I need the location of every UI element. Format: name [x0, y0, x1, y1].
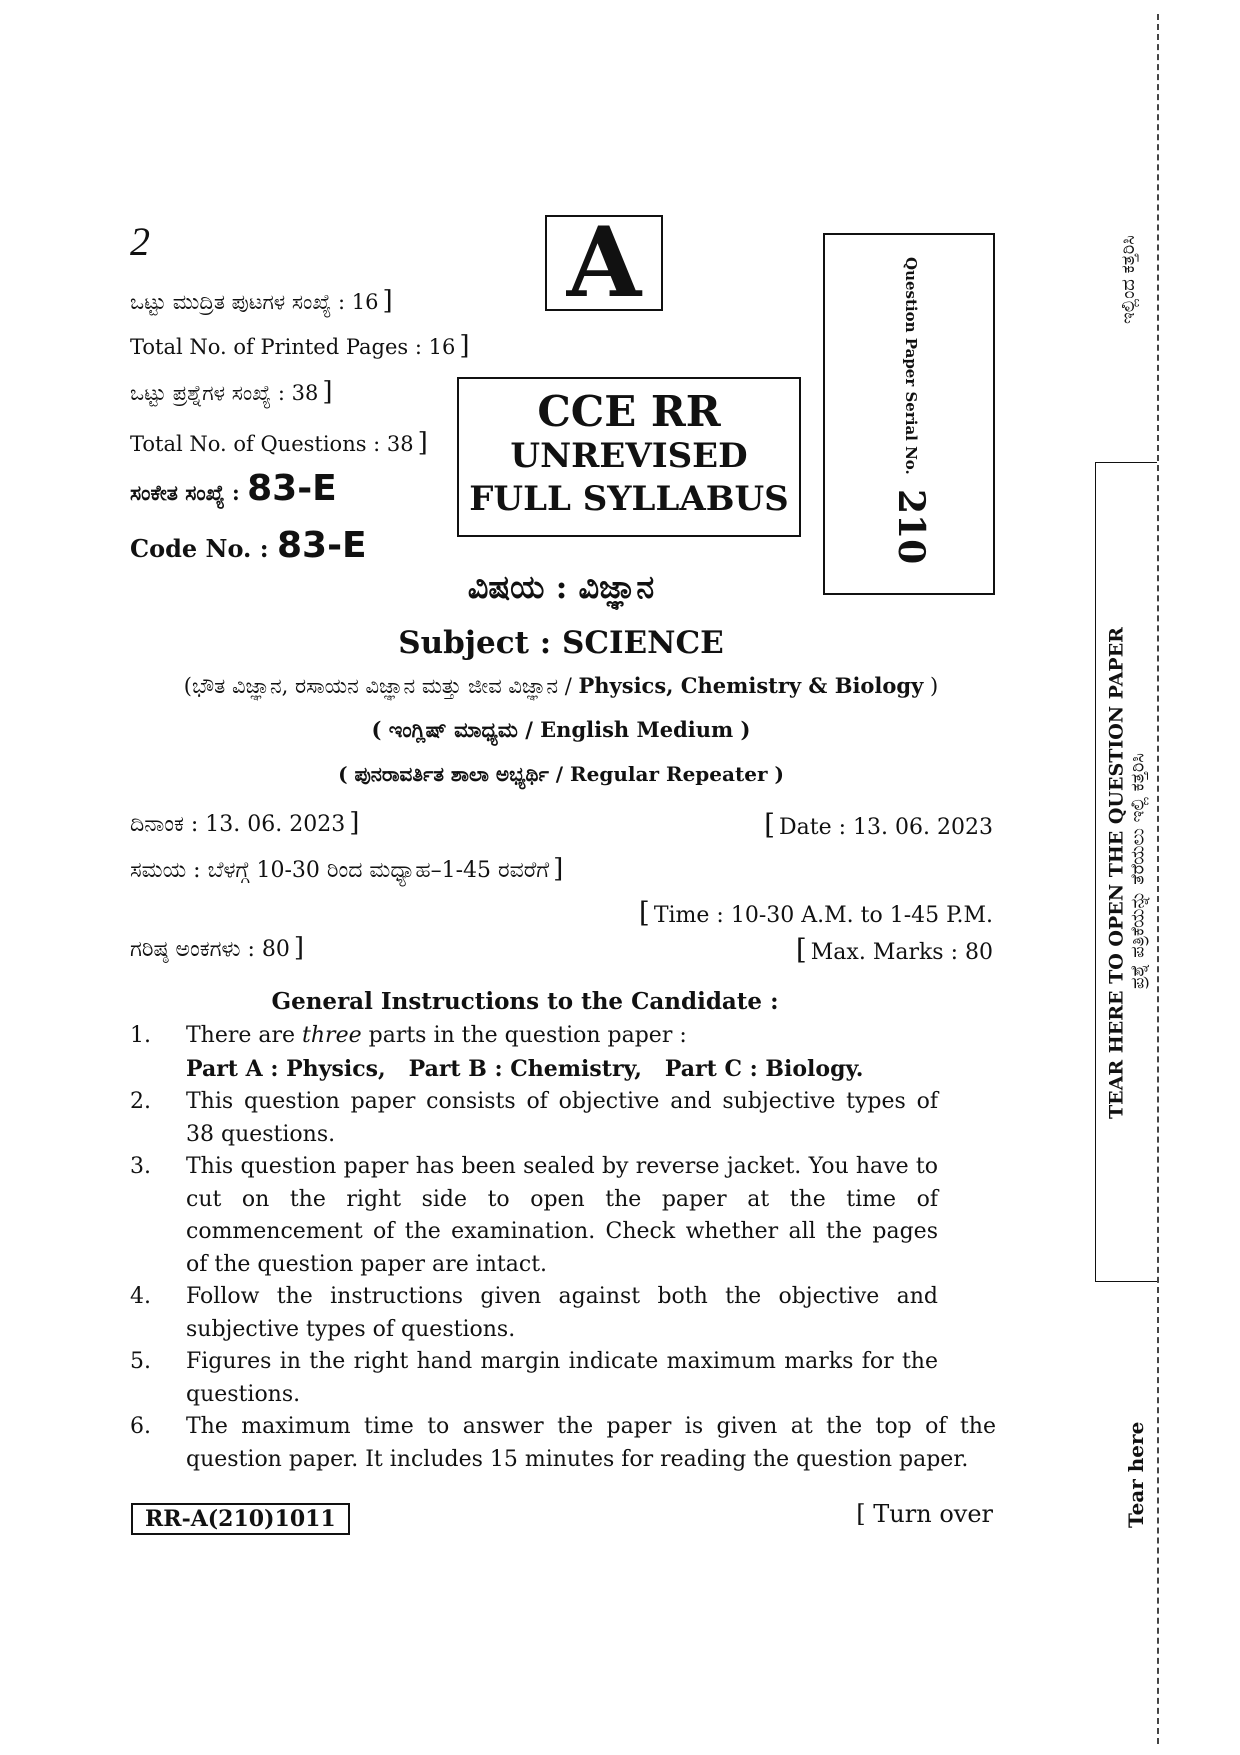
- kn-code-label: ಸಂಕೇತ ಸಂಖ್ಯೆ :: [130, 480, 240, 505]
- kn-questions-text: ಒಟ್ಟು ಪ್ರಶ್ನೆಗಳ ಸಂಖ್ಯೆ : 38: [130, 381, 319, 405]
- instruction-text: Follow the instructions given against both the objective and subjective types of questions.: [186, 1284, 938, 1342]
- code-value: 83-E: [276, 525, 367, 566]
- serial-rotated-text: [889, 257, 933, 567]
- kn-cut-here-label: ಇಲ್ಲಿಂದ ಕತ್ತರಿಸಿ: [1118, 235, 1139, 325]
- serial-label: Question Paper Serial No.: [902, 257, 920, 475]
- instructions-heading: General Instructions to the Candidate :: [271, 988, 779, 1015]
- instruction-item: [130, 1020, 996, 1086]
- instruction-number: 5.: [130, 1349, 151, 1374]
- bracket: ]: [417, 428, 428, 458]
- instruction-text-part: parts in the question paper :: [361, 1023, 687, 1048]
- bracket: [: [764, 808, 776, 841]
- subject-subtitle-kn: (ಭೌತ ವಿಜ್ಞಾನ, ರಸಾಯನ ವಿಜ್ಞಾನ ಮತ್ತು ಜೀವ ವಿಜ್ಞಾನ /: [183, 674, 572, 698]
- printed-pages-text: Total No. of Printed Pages : 16: [130, 335, 456, 359]
- tear-here-label: Tear here: [1124, 1421, 1148, 1529]
- instructions-list: [130, 1020, 996, 1476]
- instruction-number: 3.: [130, 1154, 151, 1179]
- instruction-item: [130, 1411, 996, 1476]
- tear-instruction-en: TEAR HERE TO OPEN THE QUESTION PAPER: [1105, 627, 1128, 1119]
- max-marks: [796, 933, 993, 966]
- bracket: ]: [293, 933, 305, 963]
- tear-instruction-kn: ಪ್ರಶ್ನೆ ಪತ್ರಿಕೆಯನ್ನು ತೆರೆಯಲು ಇಲ್ಲಿ ಕತ್ತರಿಸಿ: [1127, 753, 1149, 989]
- kn-marks-text: ಗರಿಷ್ಠ ಅಂಕಗಳು : 80: [130, 937, 290, 962]
- turn-over-label: [ Turn over: [856, 1500, 993, 1528]
- subject-subtitle-en: Physics, Chemistry & Biology: [578, 673, 924, 698]
- marks-text: Max. Marks : 80: [810, 940, 993, 965]
- exam-type-line2: UNREVISED: [510, 436, 748, 477]
- kn-total-questions: [130, 377, 332, 407]
- bracket: ]: [553, 854, 564, 884]
- serial-number-box: [823, 233, 995, 595]
- serial-value: 210: [890, 488, 932, 564]
- medium-line: ( ಇಂಗ್ಲಿಷ್ ಮಾಧ್ಯಮ / English Medium ): [371, 717, 751, 742]
- page-number: 2: [130, 219, 150, 264]
- instruction-text: Figures in the right hand margin indicate maximum marks for the questions.: [186, 1349, 938, 1407]
- kn-printed-pages: [130, 286, 393, 316]
- bracket: [: [638, 896, 650, 929]
- paper-code-box: RR-A(210)1011: [131, 1503, 350, 1535]
- exam-type-line1: CCE RR: [537, 387, 721, 436]
- instruction-number: 2.: [130, 1089, 151, 1114]
- instruction-item: [130, 1151, 996, 1281]
- subject-title: Subject : SCIENCE: [398, 625, 724, 661]
- bracket: ]: [349, 808, 360, 838]
- instruction-number: 1.: [130, 1023, 151, 1048]
- instruction-text: The maximum time to answer the paper is given at the top of the question paper. It includes 15 minutes for reading the question paper.: [186, 1414, 996, 1472]
- instruction-number: 6.: [130, 1414, 151, 1439]
- kn-max-marks: [130, 933, 304, 963]
- instruction-text: [186, 1020, 996, 1086]
- instruction-text: This question paper consists of objective and subjective types of 38 questions.: [186, 1089, 938, 1147]
- total-questions: [130, 428, 428, 458]
- instruction-parts-line: Part A : Physics, Part B : Chemistry, Part C : Biology.: [186, 1055, 864, 1082]
- repeater-line: ( ಪುನರಾವರ್ತಿತ ಶಾಲಾ ಅಭ್ಯರ್ಥಿ / Regular Repeater ): [338, 762, 784, 786]
- bracket: ]: [382, 286, 393, 316]
- bracket: [: [795, 933, 807, 966]
- instruction-item: [130, 1346, 996, 1411]
- exam-type-line3: FULL SYLLABUS: [469, 478, 789, 519]
- time: [639, 896, 993, 929]
- question-set-letter: A: [566, 206, 642, 319]
- kn-code-value: 83-E: [247, 468, 337, 509]
- instruction-text: This question paper has been sealed by reverse jacket. You have to cut on the right side to open the paper at the time of commencement of the examination. Check whether all the pages of the question paper are intact.: [186, 1154, 938, 1277]
- exam-type-box: [457, 377, 801, 537]
- date-text: Date : 13. 06. 2023: [779, 815, 993, 840]
- instruction-text-part: There are: [186, 1023, 303, 1048]
- kn-time: [130, 854, 563, 884]
- instruction-item: [130, 1086, 996, 1151]
- tear-instruction-box[interactable]: [1095, 462, 1157, 1282]
- time-text: Time : 10-30 A.M. to 1-45 P.M.: [653, 903, 993, 928]
- question-set-box: [545, 206, 663, 319]
- kn-date: [130, 808, 359, 838]
- instruction-number: 4.: [130, 1284, 151, 1309]
- code-number: [130, 525, 367, 566]
- questions-text: Total No. of Questions : 38: [130, 432, 414, 456]
- bracket: ]: [459, 331, 470, 361]
- kn-printed-pages-text: ಒಟ್ಟು ಮುದ್ರಿತ ಪುಟಗಳ ಸಂಖ್ಯೆ : 16: [130, 290, 379, 314]
- subject-subtitle: [130, 673, 992, 699]
- kn-time-text: ಸಮಯ : ಬೆಳಗ್ಗೆ 10-30 ರಿಂದ ಮಧ್ಯಾಹ–1-45 ರವರೆಗೆ: [130, 858, 550, 883]
- code-label: Code No. :: [130, 534, 269, 563]
- kn-subject: ವಿಷಯ : ವಿಜ್ಞಾನ: [467, 568, 655, 606]
- instruction-item: [130, 1281, 996, 1346]
- kn-date-text: ದಿನಾಂಕ : 13. 06. 2023: [130, 812, 346, 837]
- bracket: ]: [322, 377, 333, 407]
- tear-rotated-text: [1096, 463, 1158, 1283]
- instruction-emphasis: three: [302, 1023, 362, 1048]
- kn-code-number: [130, 468, 337, 509]
- subject-subtitle-close: ): [929, 674, 939, 698]
- printed-pages: [130, 331, 470, 361]
- date: [764, 808, 993, 841]
